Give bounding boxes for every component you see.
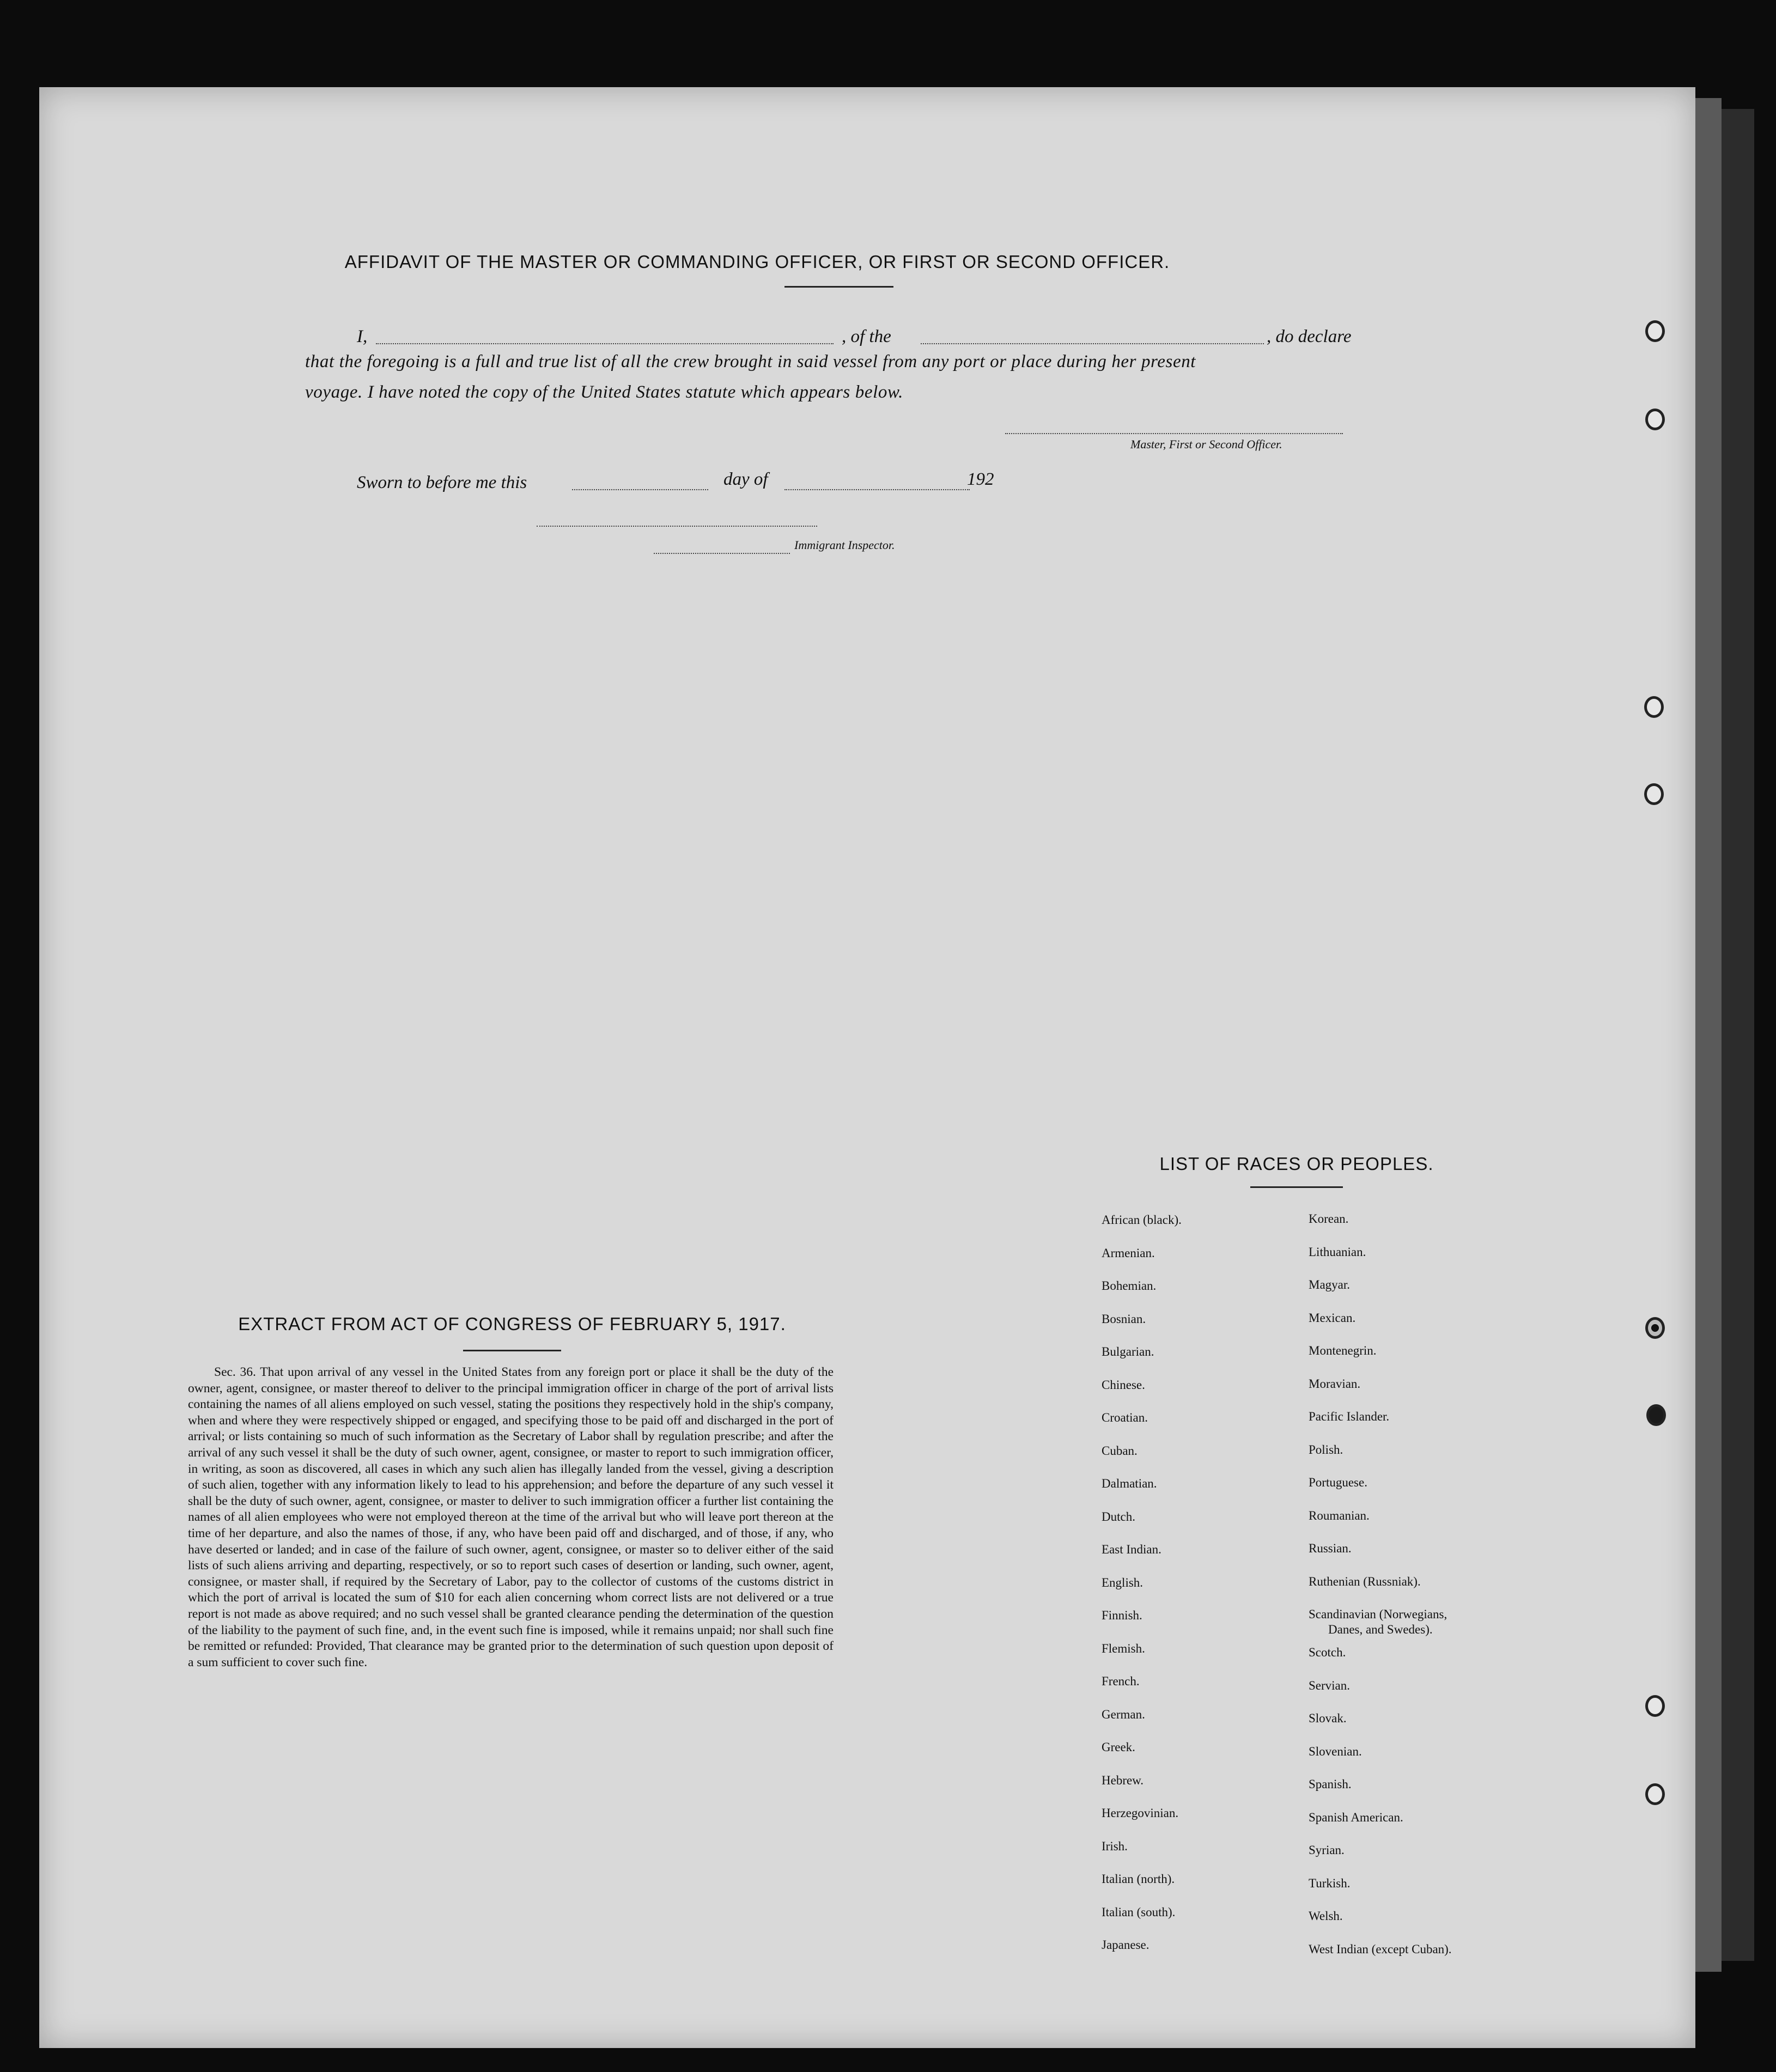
races-heading: LIST OF RACES OR PEOPLES. xyxy=(1159,1154,1434,1174)
sworn-day-of: day of xyxy=(723,470,768,489)
race-item: Greek. xyxy=(1102,1740,1135,1754)
race-item: Slovak. xyxy=(1309,1711,1347,1725)
affidavit-line2: that the foregoing is a full and true list of all the crew brought in said vessel from any port or place during her present xyxy=(305,352,1196,371)
race-item: Japanese. xyxy=(1102,1938,1149,1952)
race-item: Ruthenian (Russniak). xyxy=(1309,1574,1421,1588)
sworn-year: 192 xyxy=(967,470,994,489)
race-item: English. xyxy=(1102,1575,1144,1589)
punch-hole xyxy=(1644,696,1664,718)
race-item: Spanish. xyxy=(1309,1777,1352,1791)
sworn-prefix: Sworn to before me this xyxy=(357,473,527,492)
punch-hole xyxy=(1645,1317,1665,1339)
race-item: Welsh. xyxy=(1309,1909,1343,1923)
heading-rule xyxy=(784,286,893,288)
signature-caption: Master, First or Second Officer. xyxy=(1130,437,1282,451)
race-item: Bohemian. xyxy=(1102,1279,1157,1293)
race-item: Dutch. xyxy=(1102,1509,1135,1523)
race-item: Scotch. xyxy=(1309,1646,1346,1659)
race-item: African (black). xyxy=(1102,1213,1182,1227)
vessel-blank xyxy=(921,343,1264,344)
punch-hole xyxy=(1645,1695,1665,1717)
punch-hole xyxy=(1644,783,1664,805)
race-item: Lithuanian. xyxy=(1309,1245,1366,1259)
race-item: Croatian. xyxy=(1102,1411,1148,1424)
inspector-dots xyxy=(654,553,790,554)
affidavit-heading: AFFIDAVIT OF THE MASTER OR COMMANDING OFFICER, OR FIRST OR SECOND OFFICER. xyxy=(344,252,1170,272)
race-item: Chinese. xyxy=(1102,1378,1145,1392)
race-item: Portuguese. xyxy=(1309,1476,1367,1489)
race-item: Finnish. xyxy=(1102,1608,1142,1622)
race-item: Herzegovinian. xyxy=(1102,1806,1179,1820)
race-item: German. xyxy=(1102,1707,1145,1721)
punch-hole xyxy=(1645,1783,1665,1805)
section-body: That upon arrival of any vessel in the United States from any foreign port or place it shall be the duty of the owner, agent, consignee, or master thereof to deliver to the principal immigration officer in charge of the port of arrival lists containing the names of all aliens employed on such vessel, stating the positions they respectively hold in the ship's company, when and where they were respectively shipped or engaged, and specifying those to be paid off and discharged in the port of arrival; or lists containing so much of such information as the Secretary of Labor shall by regulation prescribe; and after the arrival of any such vessel it shall be the duty of such owner, agent, consignee, or master to report to such immigration officer, in writing, as soon as discovered, all cases in which any such alien has illegally landed from the vessel, giving a description of such alien, together with any information likely to lead to his apprehension; and before the departure of any such vessel it shall be the duty of such owner, agent, consignee, or master to deliver to such immigration officer a further list containing the names of all alien employees who were not employed thereon at the time of the arrival but who will leave port thereon at the time of her departure, and also the names of those, if any, who have been paid off and discharged, and of those, if any, who have deserted or landed; and in case of the failure of such owner, agent, consignee, or master so to deliver either of the said lists of such aliens arriving and departing, respectively, or so to report such cases of desertion or landing, such owner, agent, consignee, or master shall, if required by the Secretary of Labor, pay to the collector of customs of the customs district in which the port of arrival is located the sum of $10 for each alien concerning whom correct lists are not delivered or a true report is not made as above required; and no such vessel shall be granted clearance pending the determination of the question of the liability to the payment of such fine, and, in the event such fine is imposed, while it remains unpaid; nor shall such fine be remitted or refunded: Provided, That clearance may be granted prior to the determination of such question upon deposit of a sum sufficient to cover such fine. xyxy=(188,1365,834,1669)
race-item: Montenegrin. xyxy=(1309,1344,1377,1357)
race-item: Roumanian. xyxy=(1309,1508,1370,1522)
inspector-line xyxy=(537,526,817,527)
extract-rule xyxy=(463,1350,561,1351)
signature-line xyxy=(1005,433,1343,434)
inspector-caption: Immigrant Inspector. xyxy=(794,538,895,552)
races-rule xyxy=(1250,1186,1343,1188)
races-left-column xyxy=(1102,1212,1182,1970)
races-right-column xyxy=(1309,1211,1452,1974)
race-item: Bosnian. xyxy=(1102,1312,1146,1326)
page-edge xyxy=(1695,98,1722,1972)
race-item: French. xyxy=(1102,1674,1140,1688)
affidavit-of-the: , of the xyxy=(842,327,891,346)
punch-hole xyxy=(1646,1404,1666,1426)
race-item: Bulgarian. xyxy=(1102,1345,1154,1358)
race-item: West Indian (except Cuban). xyxy=(1309,1942,1452,1956)
race-item: Scandinavian (Norwegians, xyxy=(1309,1607,1447,1621)
punch-hole xyxy=(1645,320,1665,342)
section-label: Sec. 36. xyxy=(214,1365,256,1379)
affidavit-line3: voyage. I have noted the copy of the United States statute which appears below. xyxy=(305,382,903,402)
statute-text xyxy=(188,1364,834,1671)
race-item: Cuban. xyxy=(1102,1443,1138,1458)
name-blank xyxy=(376,343,834,344)
punch-hole xyxy=(1645,409,1665,430)
race-item: Magyar. xyxy=(1309,1278,1351,1291)
race-item: Slovenian. xyxy=(1309,1744,1362,1758)
race-item: Pacific Islander. xyxy=(1309,1410,1390,1423)
race-item: Mexican. xyxy=(1309,1311,1356,1325)
race-item: Servian. xyxy=(1309,1678,1351,1692)
race-item: Armenian. xyxy=(1102,1246,1155,1260)
race-item: East Indian. xyxy=(1102,1543,1161,1556)
race-item: Spanish American. xyxy=(1309,1810,1403,1824)
race-item: Moravian. xyxy=(1309,1376,1361,1391)
race-item: Dalmatian. xyxy=(1102,1477,1157,1490)
race-item: Flemish. xyxy=(1102,1641,1145,1655)
binding-shadow xyxy=(1722,109,1754,1961)
race-item: Korean. xyxy=(1309,1212,1349,1226)
race-item: Irish. xyxy=(1102,1839,1128,1853)
month-blank xyxy=(784,489,970,490)
race-item: Turkish. xyxy=(1309,1876,1351,1890)
race-item: Danes, and Swedes). xyxy=(1328,1623,1433,1636)
race-item: Russian. xyxy=(1309,1541,1352,1555)
race-item: Polish. xyxy=(1309,1442,1343,1457)
race-item: Italian (north). xyxy=(1102,1872,1175,1886)
day-blank xyxy=(572,489,708,490)
affidavit-i: I, xyxy=(357,327,368,346)
race-item: Italian (south). xyxy=(1102,1905,1176,1919)
race-item: Hebrew. xyxy=(1102,1773,1144,1787)
race-item: Syrian. xyxy=(1309,1843,1345,1857)
affidavit-declare: , do declare xyxy=(1267,327,1352,346)
extract-heading: EXTRACT FROM ACT OF CONGRESS OF FEBRUARY 5, 1917. xyxy=(238,1314,786,1334)
